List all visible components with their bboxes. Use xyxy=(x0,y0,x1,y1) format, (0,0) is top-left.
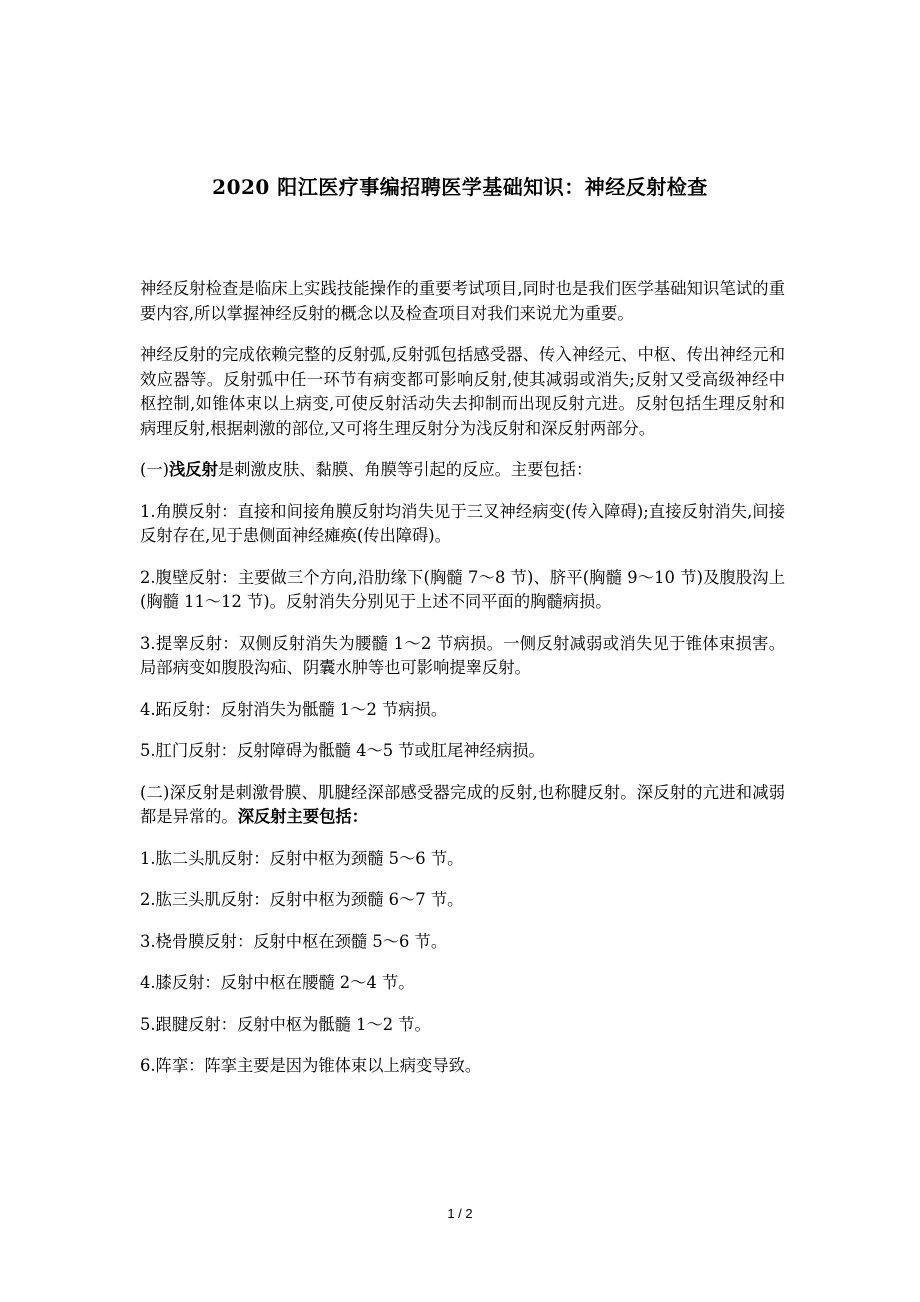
shallow-reflex-prefix: (一) xyxy=(140,460,169,479)
list-item: 5.跟腱反射：反射中枢为骶髓 1～2 节。 xyxy=(140,1014,431,1034)
overview-paragraph: 神经反射的完成依赖完整的反射弧,反射弧包括感受器、传入神经元、中枢、传出神经元和效应器等。反射弧中任一环节有病变都可影响反射,使其减弱或消失;反射又受高级神经中枢控制,如锥体束以上病变,可使反射活动失去抑制而出现反射亢进。反射包括生理反射和病理反射,根据刺激的部位,又可将生理反射分为浅反射和深反射两部分。 xyxy=(140,345,785,438)
list-item: 2.肱三头肌反射：反射中枢为颈髓 6～7 节。 xyxy=(140,890,464,909)
page-indicator: 1 / 2 xyxy=(447,1206,473,1221)
document-body xyxy=(140,277,785,1096)
list-item: 1.角膜反射：直接和间接角膜反射均消失见于三叉神经病变(传入障碍);直接反射消失,间接反射存在,见于患侧面神经瘫痪(传出障碍)。 xyxy=(140,501,785,545)
list-item: 4.膝反射：反射中枢在腰髓 2～4 节。 xyxy=(140,973,415,992)
list-item: 1.肱二头肌反射：反射中枢为颈髓 5～6 节。 xyxy=(140,848,464,868)
shallow-reflex-intro xyxy=(140,458,785,483)
list-item: 4.跖反射：反射消失为骶髓 1～2 节病损。 xyxy=(140,699,448,719)
deep-reflex-intro xyxy=(140,781,785,830)
list-item: 3.桡骨膜反射：反射中枢在颈髓 5～6 节。 xyxy=(140,931,448,951)
list-item: 6.阵挛：阵挛主要是因为锥体束以上病变导致。 xyxy=(140,1056,482,1075)
document-title: 2020 阳江医疗事编招聘医学基础知识：神经反射检查 xyxy=(212,175,708,199)
shallow-reflex-heading: 浅反射 xyxy=(169,460,218,479)
intro-paragraph: 神经反射检查是临床上实践技能操作的重要考试项目,同时也是我们医学基础知识笔试的重要内容,所以掌握神经反射的概念以及检查项目对我们来说尤为重要。 xyxy=(140,279,785,323)
list-item: 3.提睾反射：双侧反射消失为腰髓 1～2 节病损。一侧反射减弱或消失见于锥体束损害。局部病变如腹股沟疝、阴囊水肿等也可影响提睾反射。 xyxy=(140,633,785,677)
list-item: 5.肛门反射：反射障碍为骶髓 4～5 节或肛尾神经病损。 xyxy=(140,741,545,760)
shallow-reflex-text: 是刺激皮肤、黏膜、角膜等引起的反应。主要包括： xyxy=(217,460,593,479)
list-item: 2.腹壁反射：主要做三个方向,沿肋缘下(胸髓 7～8 节)、脐平(胸髓 9～10 节)及腹股沟上(胸髓 11～12 节)。反射消失分别见于上述不同平面的胸髓病损。 xyxy=(140,567,785,611)
deep-reflex-heading: 深反射主要包括： xyxy=(237,807,368,826)
deep-reflex-text: (二)深反射是刺激骨膜、肌腱经深部感受器完成的反射,也称腱反射。深反射的亢进和减弱都是异常的。 xyxy=(140,782,785,826)
